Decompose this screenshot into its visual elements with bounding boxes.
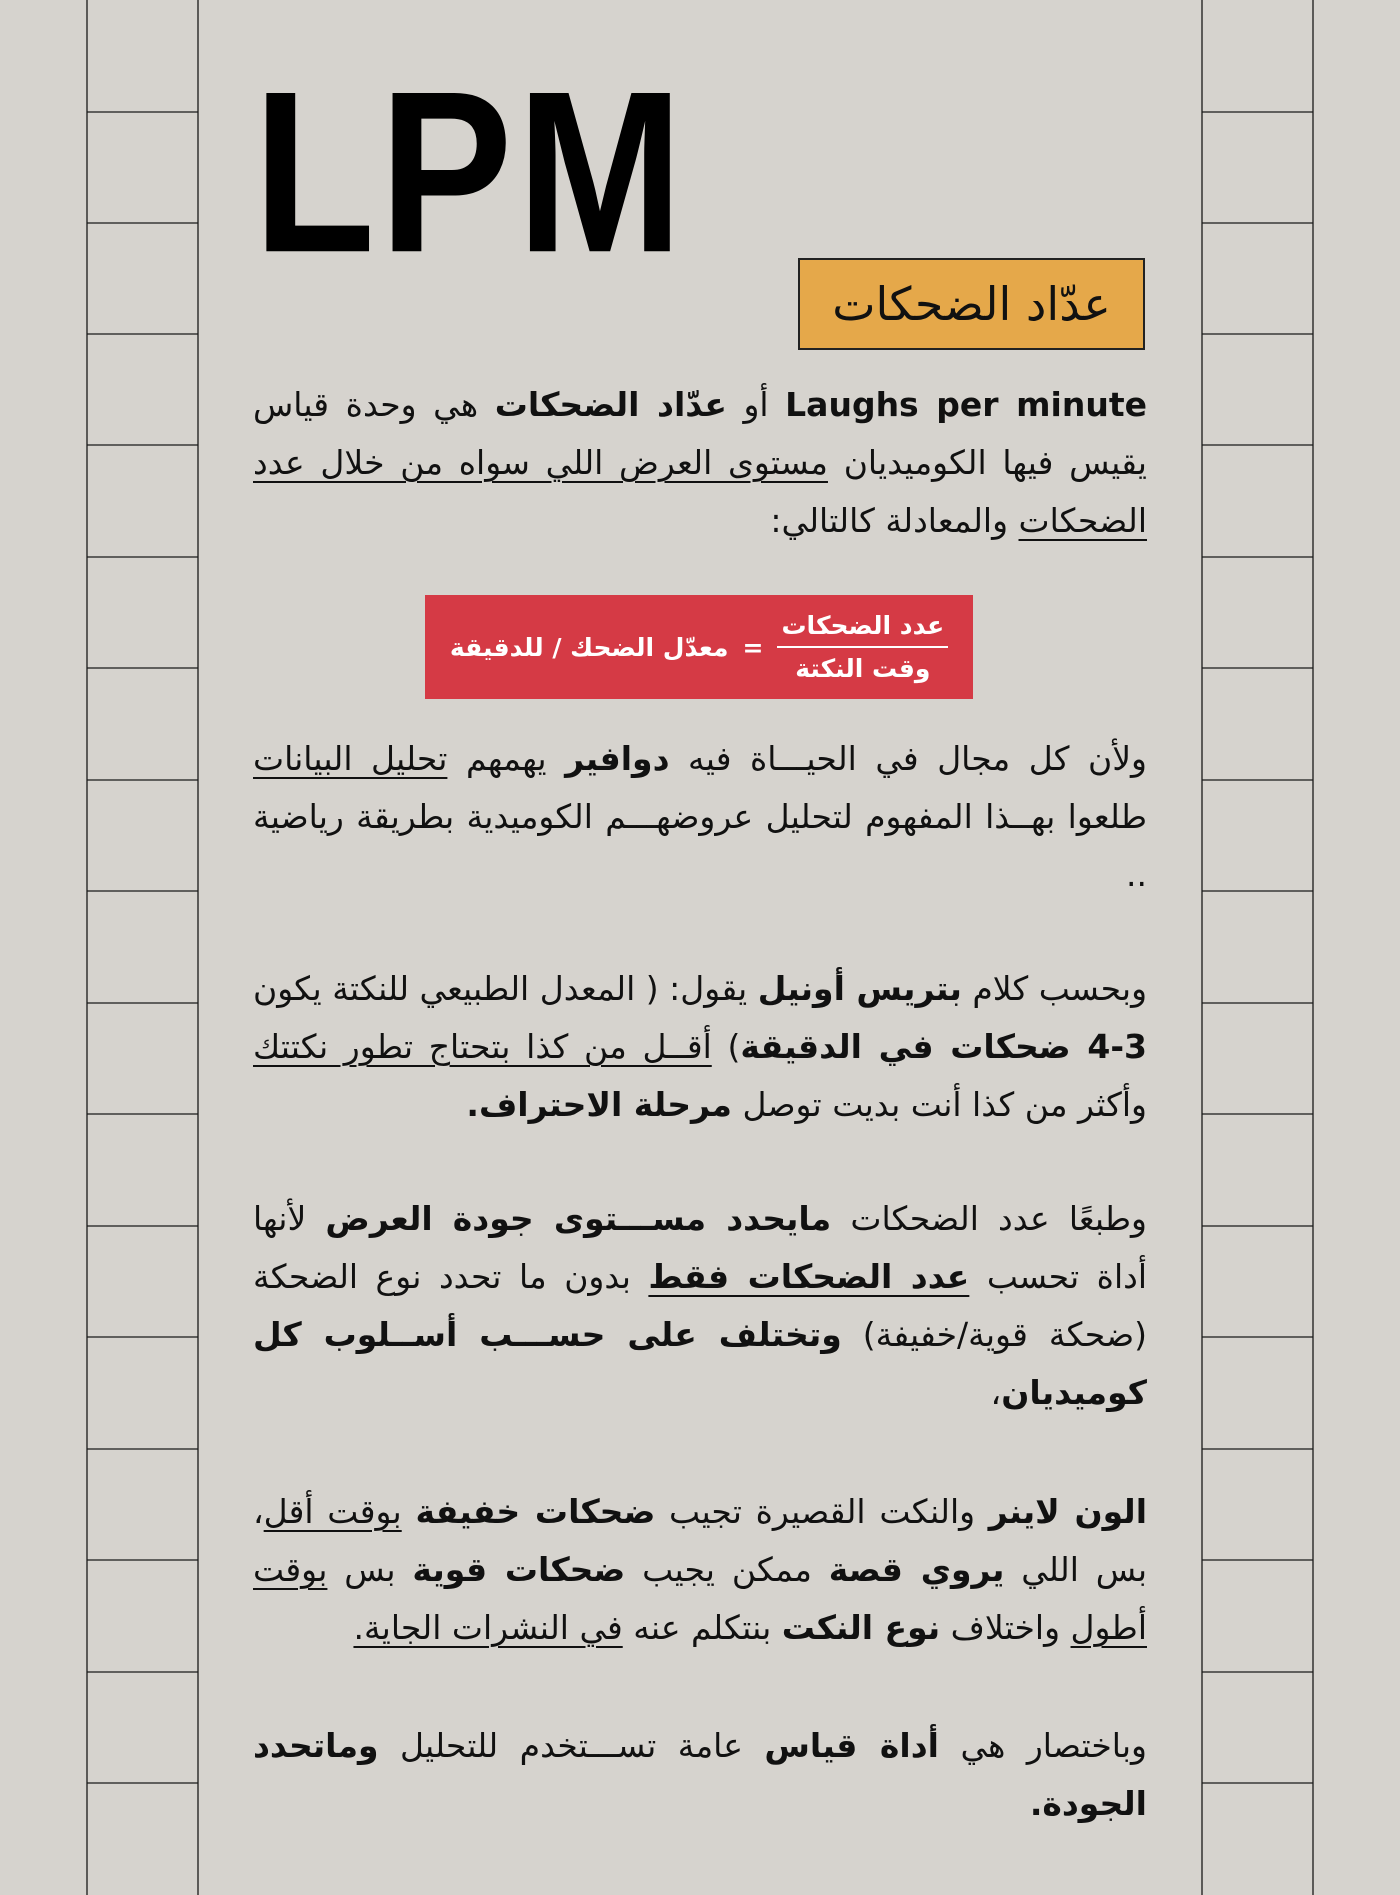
formula-fraction xyxy=(777,611,948,683)
paragraph-data-analysis: ولأن كل مجال في الحيـــاة فيه دوافير يهمهم تحليل البيانات طلعوا بهــذا المفهوم لتحليل عروضهـــم الكوميدية بطريقة رياضية .. xyxy=(253,739,1147,894)
term-english: Laughs per minute xyxy=(785,385,1147,424)
formula-box xyxy=(425,595,973,699)
lpm-logo: LPM xyxy=(253,44,688,301)
intro-paragraph: Laughs per minute أو عدّاد الضحكات هي وحدة قياس يقيس فيها الكوميديان مستوى العرض اللي سواه من خلال عدد الضحكات والمعادلة كالتالي: xyxy=(253,385,1147,540)
formula-result: معدّل الضحك / للدقيقة xyxy=(449,632,729,662)
paragraph-joke-types: الون لاينر والنكت القصيرة تجيب ضحكات خفيفة بوقت أقل، بس اللي يروي قصة ممكن يجيب ضحكات قوية بس بوقت أطول واختلاف نوع النكت بنتكلم عنه في النشرات الجاية. xyxy=(253,1492,1148,1647)
formula-equals: = xyxy=(742,632,764,662)
paragraph-quote: وبحسب كلام بتريس أونيل يقول: ( المعدل الطبيعي للنكتة يكون 3-4 ضحكات في الدقيقة) أقــل من كذا بتحتاج تطور نكتتك وأكثر من كذا أنت بديت توصل مرحلة الاحتراف. xyxy=(253,969,1148,1124)
formula-numerator: عدد الضحكات xyxy=(777,611,948,648)
term-arabic: عدّاد الضحكات xyxy=(494,385,727,424)
underlined-phrase: مستوى العرض اللي سواه من خلال عدد الضحكات xyxy=(253,443,1147,540)
paragraph-limitations: وطبعًا عدد الضحكات مايحدد مســـتوى جودة العرض لأنها أداة تحسب عدد الضحكات فقط بدون ما تحدد نوع الضحكة (ضحكة قوية/خفيفة) وتختلف على حســـب أســلوب كل كوميديان، xyxy=(253,1199,1147,1412)
paragraph-summary: وباختصار هي أداة قياس عامة تســـتخدم للتحليل وماتحدد الجودة. xyxy=(253,1726,1147,1823)
formula-denominator: وقت النكتة xyxy=(795,654,931,683)
title-badge: عدّاد الضحكات xyxy=(798,258,1145,350)
